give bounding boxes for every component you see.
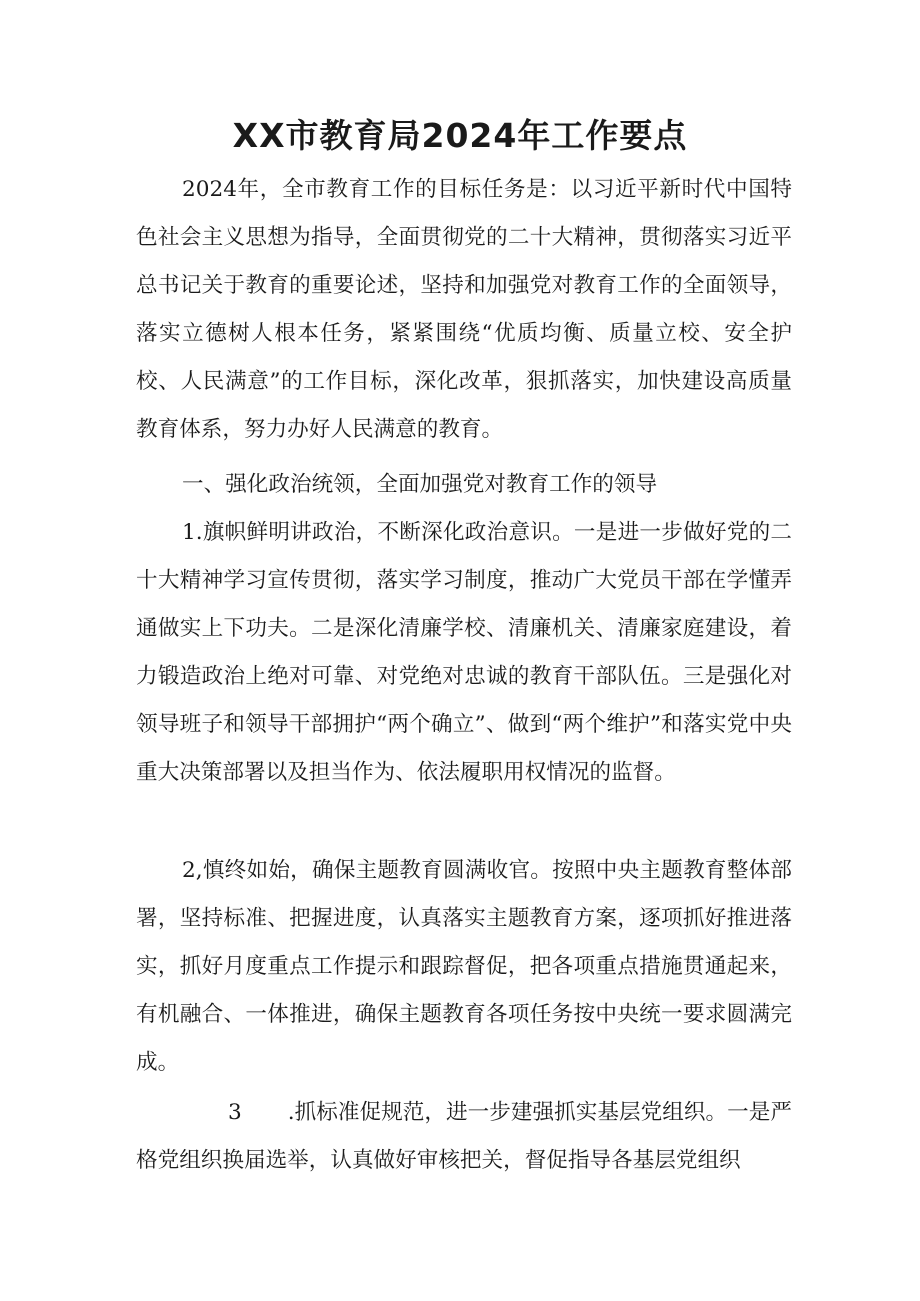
item-paragraph-2: 2,慎终如始，确保主题教育圆满收官。按照中央主题教育整体部署，坚持标准、把握进度，认真落实主题教育方案，逐项抓好推进落实，抓好月度重点工作提示和跟踪督促，把各项重点措施贯通起来，有机融合、一体推进，确保主题教育各项任务按中央统一要求圆满完成。 (136, 858, 792, 1075)
item-number-3: 3 (228, 1100, 242, 1125)
section-heading: 一、强化政治统领，全面加强党对教育工作的领导 (182, 472, 658, 497)
item-text-3: .抓标准促规范，进一步建强抓实基层党组织。一是严格党组织换届选举，认真做好审核把关，督促指导各基层党组织 (136, 1100, 792, 1173)
item-paragraph-3 (136, 1089, 792, 1185)
document-title: XX市教育局2024年工作要点 (232, 116, 688, 155)
intro-paragraph: 2024年，全市教育工作的目标任务是：以习近平新时代中国特色社会主义思想为指导，全面贯彻党的二十大精神，贯彻落实习近平总书记关于教育的重要论述，坚持和加强党对教育工作的全面领导，落实立德树人根本任务，紧紧围绕“优质均衡、质量立校、安全护校、人民满意”的工作目标，深化改革，狠抓落实，加快建设高质量教育体系，努力办好人民满意的教育。 (136, 177, 792, 442)
item-paragraph-1: 1.旗帜鲜明讲政治，不断深化政治意识。一是进一步做好党的二十大精神学习宣传贯彻，落实学习制度，推动广大党员干部在学懂弄通做实上下功夫。二是深化清廉学校、清廉机关、清廉家庭建设，着力锻造政治上绝对可靠、对党绝对忠诚的教育干部队伍。三是强化对领导班子和领导干部拥护“两个确立”、做到“两个维护”和落实党中央重大决策部署以及担当作为、依法履职用权情况的监督。 (136, 520, 792, 785)
